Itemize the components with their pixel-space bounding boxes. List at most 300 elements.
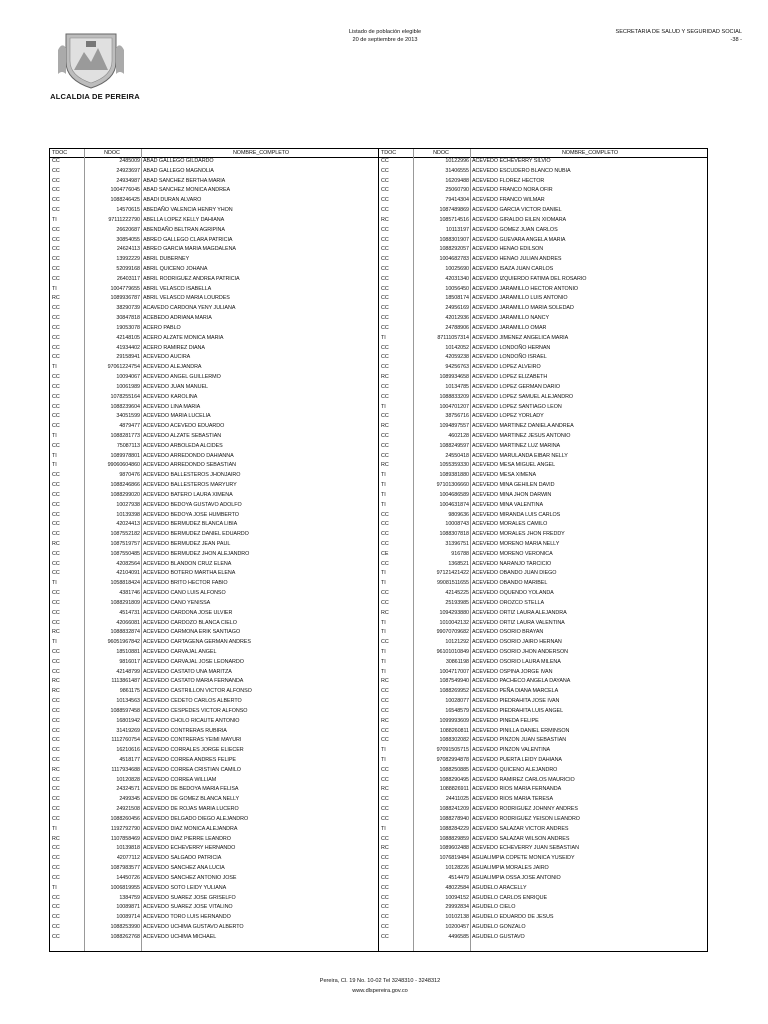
name-cell: ACEVEDO OBANDO JUAN DIEGO bbox=[472, 570, 557, 577]
name-cell: ACEVEDO BALLESTEROS JHONJAIRO bbox=[143, 472, 241, 479]
name-cell: ACEVEDO AUCIRA bbox=[143, 354, 191, 361]
tdoc-cell: CC bbox=[52, 776, 60, 783]
name-cell: ACEVEDO MORENO MARIA NELLY bbox=[472, 540, 560, 547]
tdoc-cell: TI bbox=[381, 747, 386, 754]
ndoc-cell: 1004631874 bbox=[439, 501, 469, 508]
tdoc-cell: CC bbox=[52, 403, 60, 410]
tdoc-cell: RC bbox=[52, 540, 60, 547]
name-cell: ACEVEDO CASTRILLON VICTOR ALFONSO bbox=[143, 688, 252, 695]
ndoc-cell: 38756716 bbox=[445, 413, 469, 420]
name-cell: ACEVEDO TORO LUIS HERNANDO bbox=[143, 914, 231, 921]
name-cell: ACEVEDO OQUENDO YOLANDA bbox=[472, 590, 554, 597]
table-row bbox=[50, 422, 707, 430]
tdoc-cell: CC bbox=[52, 354, 60, 361]
ndoc-cell: 2499345 bbox=[119, 796, 140, 803]
name-cell: ACEVEDO SALAZAR VICTOR ANDRES bbox=[472, 825, 569, 832]
ndoc-cell: 1113861487 bbox=[111, 678, 140, 685]
tdoc-cell: CC bbox=[381, 855, 389, 862]
name-cell: ABELLA LOPEZ KELLY DAHIANA bbox=[143, 216, 225, 223]
tdoc-cell: CC bbox=[52, 874, 60, 881]
ndoc-cell: 1088833209 bbox=[439, 393, 469, 400]
ndoc-cell: 10025690 bbox=[445, 266, 469, 273]
name-cell: ABRIL VELASCO ISABELLA bbox=[143, 285, 212, 292]
tdoc-cell: CC bbox=[52, 845, 60, 852]
name-cell: ACEVEDO PINZON JUAN SEBASTIAN bbox=[472, 737, 567, 744]
ndoc-cell: 1112760754 bbox=[111, 737, 140, 744]
name-cell: ACEVEDO PIEDRAHITA JOSE IVAN bbox=[472, 698, 560, 705]
tdoc-cell: CC bbox=[52, 324, 60, 331]
tdoc-cell: CC bbox=[381, 884, 389, 891]
tdoc-cell: CC bbox=[381, 187, 389, 194]
table-row bbox=[50, 815, 707, 823]
tdoc-cell: TI bbox=[381, 334, 386, 341]
ndoc-cell: 24411025 bbox=[445, 796, 469, 803]
header-ndoc-left: NDOC bbox=[104, 150, 120, 156]
table-row bbox=[50, 560, 707, 568]
tdoc-cell: CC bbox=[381, 815, 389, 822]
ndoc-cell: 94256763 bbox=[445, 364, 469, 371]
name-cell: ACEVEDO FRANCO NORA OFIR bbox=[472, 187, 553, 194]
name-cell: ACEVEDO RIOS MARIA TERESA bbox=[472, 796, 554, 803]
tdoc-cell: CC bbox=[381, 256, 389, 263]
ndoc-cell: 1368521 bbox=[448, 560, 469, 567]
ndoc-cell: 1088246425 bbox=[110, 197, 140, 204]
table-row bbox=[50, 206, 707, 214]
tdoc-cell: CC bbox=[381, 727, 389, 734]
ndoc-cell: 24923697 bbox=[116, 167, 140, 174]
ndoc-cell: 41934402 bbox=[116, 344, 140, 351]
tdoc-cell: CC bbox=[52, 904, 60, 911]
table-row bbox=[50, 550, 707, 558]
name-cell: ACEVEDO CONTRERAS YEIMI MAYURI bbox=[143, 737, 242, 744]
header-name-left: NOMBRE_COMPLETO bbox=[232, 150, 290, 156]
name-cell: ACEVEDO LINA MARIA bbox=[143, 403, 201, 410]
tdoc-cell: CC bbox=[52, 334, 60, 341]
name-cell: ABREO GALLEGO CLARA PATRICIA bbox=[143, 236, 233, 243]
name-cell: ACEVEDO ECHEVERRY JUAN SEBASTIAN bbox=[472, 845, 579, 852]
ndoc-cell: 10094152 bbox=[445, 894, 469, 901]
table-row bbox=[50, 795, 707, 803]
name-cell: ACEVEDO DIAZ MONICA ALEJANDRA bbox=[143, 825, 238, 832]
tdoc-cell: CC bbox=[52, 393, 60, 400]
name-cell: ABREO GARCIA MARIA MAGDALENA bbox=[143, 246, 236, 253]
ndoc-cell: 10089714 bbox=[116, 914, 140, 921]
name-cell: ACEVEDO ORTIZ LAURA VALENTINA bbox=[472, 619, 565, 626]
ndoc-cell: 79414304 bbox=[445, 197, 469, 204]
ndoc-cell: 42145225 bbox=[445, 590, 469, 597]
table-row bbox=[50, 903, 707, 911]
tdoc-cell: CC bbox=[381, 531, 389, 538]
tdoc-cell: CC bbox=[381, 540, 389, 547]
department-block bbox=[560, 28, 742, 44]
name-cell: ACEVEDO PIEDRAHITA LUIS ANGEL bbox=[472, 707, 564, 714]
tdoc-cell: CC bbox=[381, 933, 389, 940]
name-cell: ABAD SANCHEZ MONICA ANDREA bbox=[143, 187, 231, 194]
name-cell: AGUDELO ARACELLY bbox=[472, 884, 527, 891]
ndoc-cell: 24324571 bbox=[116, 786, 140, 793]
table-row bbox=[50, 255, 707, 263]
tdoc-cell: TI bbox=[52, 216, 57, 223]
ndoc-cell: 1089381880 bbox=[439, 472, 469, 479]
ndoc-cell: 18510881 bbox=[116, 649, 140, 655]
ndoc-cell: 4602128 bbox=[448, 432, 469, 439]
tdoc-cell: CC bbox=[52, 521, 60, 528]
table-row bbox=[50, 785, 707, 793]
ndoc-cell: 24624113 bbox=[116, 246, 140, 253]
ndoc-cell: 10122996 bbox=[445, 158, 469, 164]
tdoc-cell: CC bbox=[52, 266, 60, 273]
name-cell: ACEVEDO BERMUDEZ BLANCA LIBIA bbox=[143, 521, 238, 528]
name-cell: ACEVEDO LOPEZ ELIZABETH bbox=[472, 374, 548, 381]
page-number: -38 - bbox=[730, 37, 742, 43]
ndoc-cell: 99060604860 bbox=[107, 462, 140, 469]
ndoc-cell: 1088292057 bbox=[439, 246, 469, 253]
ndoc-cell: 1087489869 bbox=[439, 207, 469, 214]
tdoc-cell: CC bbox=[52, 668, 60, 675]
tdoc-cell: CC bbox=[381, 158, 389, 164]
name-cell: ABAD GALLEGO MAGNOLIA bbox=[143, 167, 214, 174]
name-cell: AGUDELO GUSTAVO bbox=[472, 933, 525, 940]
table-row bbox=[50, 167, 707, 175]
table-row bbox=[50, 609, 707, 617]
ndoc-cell: 26403117 bbox=[116, 275, 140, 282]
name-cell: ACEVEDO NARANJO TARCICIO bbox=[472, 560, 552, 567]
coat-of-arms-logo bbox=[56, 30, 126, 90]
tdoc-cell: CC bbox=[52, 197, 60, 204]
ndoc-cell: 1006819955 bbox=[110, 884, 140, 891]
tdoc-cell: CC bbox=[52, 491, 60, 498]
ndoc-cell: 9809636 bbox=[448, 511, 469, 518]
ndoc-cell: 42012936 bbox=[445, 315, 469, 322]
tdoc-cell: TI bbox=[381, 649, 386, 655]
ndoc-cell: 16801942 bbox=[116, 717, 140, 724]
name-cell: ACEVEDO CEDETO CARLOS ALBERTO bbox=[143, 698, 242, 705]
name-cell: ACEVEDO GARCIA VICTOR DANIEL bbox=[472, 207, 562, 214]
name-cell: ACEVEDO SALGADO PATRICIA bbox=[143, 855, 222, 862]
ndoc-cell: 29158941 bbox=[116, 354, 140, 361]
name-cell: ACEVEDO MINA JHON DARWIN bbox=[472, 491, 552, 498]
table-row bbox=[50, 452, 707, 460]
tdoc-cell: CC bbox=[52, 855, 60, 862]
ndoc-cell: 42148105 bbox=[116, 334, 140, 341]
tdoc-cell: CC bbox=[52, 658, 60, 665]
name-cell: ACEVEDO CESPEDES VICTOR ALFONSO bbox=[143, 707, 248, 714]
population-table bbox=[49, 148, 708, 952]
tdoc-cell: CC bbox=[52, 599, 60, 606]
name-cell: ACEVEDO CORREA CRISTIAN CAMILO bbox=[143, 766, 241, 773]
ndoc-cell: 10128226 bbox=[445, 865, 469, 872]
ndoc-cell: 24956169 bbox=[445, 305, 469, 312]
tdoc-cell: TI bbox=[381, 472, 386, 479]
ndoc-cell: 1088290495 bbox=[439, 776, 469, 783]
ndoc-cell: 10094067 bbox=[116, 374, 140, 381]
table-row bbox=[50, 314, 707, 322]
ndoc-cell: 97091505715 bbox=[436, 747, 469, 754]
tdoc-cell: CC bbox=[381, 324, 389, 331]
tdoc-cell: TI bbox=[52, 462, 57, 469]
tdoc-cell: RC bbox=[381, 786, 389, 793]
ndoc-cell: 1004776045 bbox=[110, 187, 140, 194]
tdoc-cell: CC bbox=[381, 737, 389, 744]
tdoc-cell: CC bbox=[52, 727, 60, 734]
tdoc-cell: TI bbox=[381, 403, 386, 410]
name-cell: ACEVEDO CORRALES JORGE ELIECER bbox=[143, 747, 244, 754]
tdoc-cell: CC bbox=[52, 737, 60, 744]
ndoc-cell: 4381746 bbox=[119, 590, 140, 597]
name-cell: ACEVEDO CANO LUIS ALFONSO bbox=[143, 590, 226, 597]
ndoc-cell: 18508174 bbox=[445, 295, 469, 302]
table-row bbox=[50, 511, 707, 519]
table-row bbox=[50, 177, 707, 185]
name-cell: ACEVEDO JARAMILLO HECTOR ANTONIO bbox=[472, 285, 579, 292]
ndoc-cell: 96101010849 bbox=[436, 649, 469, 655]
name-cell: ACEVEDO OBANDO MARIBEL bbox=[472, 580, 548, 587]
tdoc-cell: CC bbox=[381, 266, 389, 273]
name-cell: ACEVEDO PEÑA DIANA MARCELA bbox=[472, 688, 559, 695]
ndoc-cell: 1004686589 bbox=[439, 491, 469, 498]
table-row bbox=[50, 766, 707, 774]
tdoc-cell: CC bbox=[381, 806, 389, 813]
name-cell: ACEVEDO CANO YENISSA bbox=[143, 599, 211, 606]
tdoc-cell: CC bbox=[381, 688, 389, 695]
ndoc-cell: 1088250885 bbox=[439, 766, 469, 773]
tdoc-cell: CC bbox=[381, 796, 389, 803]
ndoc-cell: 9870476 bbox=[119, 472, 140, 479]
ndoc-cell: 31396751 bbox=[445, 540, 469, 547]
tdoc-cell: RC bbox=[381, 609, 389, 616]
ndoc-cell: 1010042132 bbox=[439, 619, 469, 626]
table-row bbox=[50, 933, 707, 941]
tdoc-cell: CC bbox=[381, 894, 389, 901]
name-cell: ACEVEDO ARREDONDO DAHIANNA bbox=[143, 452, 234, 459]
name-cell: ACEVEDO IZQUIERDO FATIMA DEL ROSARIO bbox=[472, 275, 587, 282]
ndoc-cell: 24550418 bbox=[445, 452, 469, 459]
ndoc-cell: 1088260456 bbox=[110, 815, 140, 822]
ndoc-cell: 99081511655 bbox=[436, 580, 469, 587]
name-cell: ACEVEDO MORENO VERONICA bbox=[472, 550, 553, 557]
ndoc-cell: 9816017 bbox=[119, 658, 140, 665]
tdoc-cell: CC bbox=[381, 776, 389, 783]
header-name-right: NOMBRE_COMPLETO bbox=[561, 150, 619, 156]
tdoc-cell: CC bbox=[381, 246, 389, 253]
ndoc-cell: 10102138 bbox=[445, 914, 469, 921]
name-cell: ACEVEDO LONDOÑO ISRAEL bbox=[472, 354, 547, 361]
table-row bbox=[50, 157, 707, 165]
ndoc-cell: 10134785 bbox=[445, 383, 469, 390]
name-cell: ABADI DURAN ALVARO bbox=[143, 197, 202, 204]
ndoc-cell: 1088829859 bbox=[439, 835, 469, 842]
tdoc-cell: RC bbox=[381, 462, 389, 469]
tdoc-cell: TI bbox=[381, 482, 386, 489]
ndoc-cell: 1094293880 bbox=[439, 609, 469, 616]
ndoc-cell: 96051967842 bbox=[107, 639, 140, 646]
name-cell: AGUALIMPIA COPETE MONICA YUSEIDY bbox=[472, 855, 575, 862]
ndoc-cell: 48022584 bbox=[445, 884, 469, 891]
ndoc-cell: 1088239604 bbox=[110, 403, 140, 410]
name-cell: ACEVEDO LOPEZ SAMUEL ALEJANDRO bbox=[472, 393, 574, 400]
name-cell: AGUDELO CIELO bbox=[472, 904, 516, 911]
tdoc-cell: TI bbox=[52, 639, 57, 646]
document-title: Listado de población elegible bbox=[348, 29, 422, 35]
ndoc-cell: 97121421422 bbox=[436, 570, 469, 577]
ndoc-cell: 1099993609 bbox=[439, 717, 469, 724]
name-cell: ACEVEDO MARTINEZ DANIELA ANDREA bbox=[472, 423, 574, 430]
ndoc-cell: 13992229 bbox=[116, 256, 140, 263]
name-cell: ACEVEDO OSORIO JAIRO HERNAN bbox=[472, 639, 562, 646]
ndoc-cell: 10089871 bbox=[116, 904, 140, 911]
ndoc-cell: 1004779655 bbox=[110, 285, 140, 292]
name-cell: ACEVEDO QUICENO ALEJANDRO bbox=[472, 766, 558, 773]
tdoc-cell: CC bbox=[52, 226, 60, 233]
name-cell: ACEVEDO CORREA WILLIAM bbox=[143, 776, 217, 783]
tdoc-cell: CC bbox=[381, 590, 389, 597]
ndoc-cell: 30854055 bbox=[116, 236, 140, 243]
tdoc-cell: CC bbox=[381, 914, 389, 921]
tdoc-cell: CC bbox=[381, 835, 389, 842]
ndoc-cell: 4496585 bbox=[448, 933, 469, 940]
name-cell: ACEVEDO CHOLO RICAUTE ANTONIO bbox=[143, 717, 240, 724]
ndoc-cell: 4514479 bbox=[448, 874, 469, 881]
name-cell: ACEVEDO JARAMILLO OMAR bbox=[472, 324, 547, 331]
tdoc-cell: RC bbox=[381, 678, 389, 685]
tdoc-cell: CC bbox=[52, 560, 60, 567]
ndoc-cell: 1088826911 bbox=[439, 786, 469, 793]
header-tdoc-right: TDOC bbox=[381, 150, 397, 156]
tdoc-cell: CC bbox=[52, 305, 60, 312]
table-row bbox=[50, 226, 707, 234]
tdoc-cell: CC bbox=[381, 452, 389, 459]
table-row bbox=[50, 294, 707, 302]
table-row bbox=[50, 412, 707, 420]
ndoc-cell: 14450726 bbox=[116, 874, 140, 881]
tdoc-cell: CC bbox=[52, 698, 60, 705]
ndoc-cell: 1087519757 bbox=[110, 540, 140, 547]
table-row bbox=[50, 668, 707, 676]
ndoc-cell: 10142052 bbox=[445, 344, 469, 351]
ndoc-cell: 1088299020 bbox=[110, 491, 140, 498]
tdoc-cell: CC bbox=[381, 295, 389, 302]
table-row bbox=[50, 727, 707, 735]
tdoc-cell: CC bbox=[381, 177, 389, 184]
ndoc-cell: 87111057314 bbox=[437, 334, 469, 341]
tdoc-cell: CC bbox=[381, 344, 389, 351]
table-row bbox=[50, 599, 707, 607]
tdoc-cell: CC bbox=[52, 933, 60, 940]
name-cell: ACEVEDO OSPINA JORGE IVAN bbox=[472, 668, 553, 675]
table-row bbox=[50, 736, 707, 744]
ndoc-cell: 42104091 bbox=[116, 570, 140, 577]
tdoc-cell: RC bbox=[381, 374, 389, 381]
name-cell: ACEVEDO SOTO LEIDY YULIANA bbox=[143, 884, 227, 891]
name-cell: AGUDELO EDUARDO DE JESUS bbox=[472, 914, 554, 921]
ndoc-cell: 29992834 bbox=[445, 904, 469, 911]
ndoc-cell: 1004682783 bbox=[439, 256, 469, 263]
name-cell: ACEVEDO UCHIMA GUSTAVO ALBERTO bbox=[143, 923, 244, 930]
ndoc-cell: 24921508 bbox=[116, 806, 140, 813]
ndoc-cell: 1087549940 bbox=[439, 678, 469, 685]
tdoc-cell: CC bbox=[52, 865, 60, 872]
page-footer bbox=[250, 976, 510, 996]
table-row bbox=[50, 776, 707, 784]
ndoc-cell: 1088241209 bbox=[439, 806, 469, 813]
table-row bbox=[50, 304, 707, 312]
name-cell: ACEVEDO GUEVARA ANGELA MARIA bbox=[472, 236, 566, 243]
name-cell: ACEVEDO MORALES JHON FREDDY bbox=[472, 531, 565, 538]
table-row bbox=[50, 756, 707, 764]
name-cell: ACEVEDO DELGADO DIEGO ALEJANDRO bbox=[143, 815, 249, 822]
name-cell: AGUALIMPIA OSSA JOSE ANTONIO bbox=[472, 874, 561, 881]
table-row bbox=[50, 677, 707, 685]
table-row bbox=[50, 530, 707, 538]
name-cell: ABEDAÑO VALENCIA HENRY YHON bbox=[143, 207, 233, 214]
tdoc-cell: CC bbox=[52, 423, 60, 430]
ndoc-cell: 97111222790 bbox=[108, 216, 140, 223]
name-cell: ACERO PABLO bbox=[143, 324, 181, 331]
table-row bbox=[50, 442, 707, 450]
name-cell: ACEVEDO FRANCO WILMAR bbox=[472, 197, 545, 204]
name-cell: ACEBEDO ADRIANA MARIA bbox=[143, 315, 212, 322]
ndoc-cell: 97082994878 bbox=[436, 757, 469, 764]
name-cell: ACEVEDO SUAREZ JOSE VITALINO bbox=[143, 904, 233, 911]
name-cell: ACEVEDO CONTRERAS RUBIRIA bbox=[143, 727, 227, 734]
table-row bbox=[50, 363, 707, 371]
ndoc-cell: 10139818 bbox=[116, 845, 140, 852]
ndoc-cell: 1107858469 bbox=[110, 835, 140, 842]
ndoc-cell: 916788 bbox=[451, 550, 469, 557]
name-cell: ABRIL DUBERNEY bbox=[143, 256, 190, 263]
tdoc-cell: TI bbox=[381, 491, 386, 498]
ndoc-cell: 16548579 bbox=[445, 707, 469, 714]
table-row bbox=[50, 658, 707, 666]
ndoc-cell: 4518177 bbox=[119, 757, 140, 764]
ndoc-cell: 10134563 bbox=[116, 698, 140, 705]
tdoc-cell: CC bbox=[52, 236, 60, 243]
tdoc-cell: TI bbox=[52, 452, 57, 459]
tdoc-cell: CC bbox=[52, 413, 60, 420]
ndoc-cell: 97061224754 bbox=[107, 364, 140, 371]
ndoc-cell: 10139398 bbox=[116, 511, 140, 518]
ndoc-cell: 16209488 bbox=[445, 177, 469, 184]
name-cell: ABRIL RODRIGUEZ ANDREA PATRICIA bbox=[143, 275, 240, 282]
ndoc-cell: 24934987 bbox=[116, 177, 140, 184]
table-row bbox=[50, 324, 707, 332]
tdoc-cell: CC bbox=[52, 923, 60, 930]
name-cell: ACEVEDO ORTIZ LAURA ALEJANDRA bbox=[472, 609, 567, 616]
tdoc-cell: CC bbox=[52, 786, 60, 793]
ndoc-cell: 1088302082 bbox=[439, 737, 469, 744]
tdoc-cell: TI bbox=[381, 580, 386, 587]
name-cell: ACEVEDO LOPEZ YORLADY bbox=[472, 413, 544, 420]
tdoc-cell: CC bbox=[52, 482, 60, 489]
ndoc-cell: 10200457 bbox=[445, 923, 469, 930]
table-row bbox=[50, 353, 707, 361]
ndoc-cell: 10056450 bbox=[445, 285, 469, 292]
table-row bbox=[50, 373, 707, 381]
ndoc-cell: 30861198 bbox=[445, 658, 469, 665]
ndoc-cell: 19053078 bbox=[116, 324, 140, 331]
table-row bbox=[50, 579, 707, 587]
ndoc-cell: 10027938 bbox=[116, 501, 140, 508]
ndoc-cell: 75087113 bbox=[116, 442, 140, 449]
tdoc-cell: CC bbox=[381, 904, 389, 911]
ndoc-cell: 1087983577 bbox=[110, 865, 140, 872]
document-date: 20 de septiembre de 2013 bbox=[352, 37, 418, 43]
name-cell: ACEVEDO PACHECO ANGELA DAYANA bbox=[472, 678, 571, 685]
table-row bbox=[50, 245, 707, 253]
ndoc-cell: 9861175 bbox=[119, 688, 140, 695]
name-cell: ACEVEDO SANCHEZ ANTONIO JOSE bbox=[143, 874, 237, 881]
tdoc-cell: CC bbox=[381, 923, 389, 930]
